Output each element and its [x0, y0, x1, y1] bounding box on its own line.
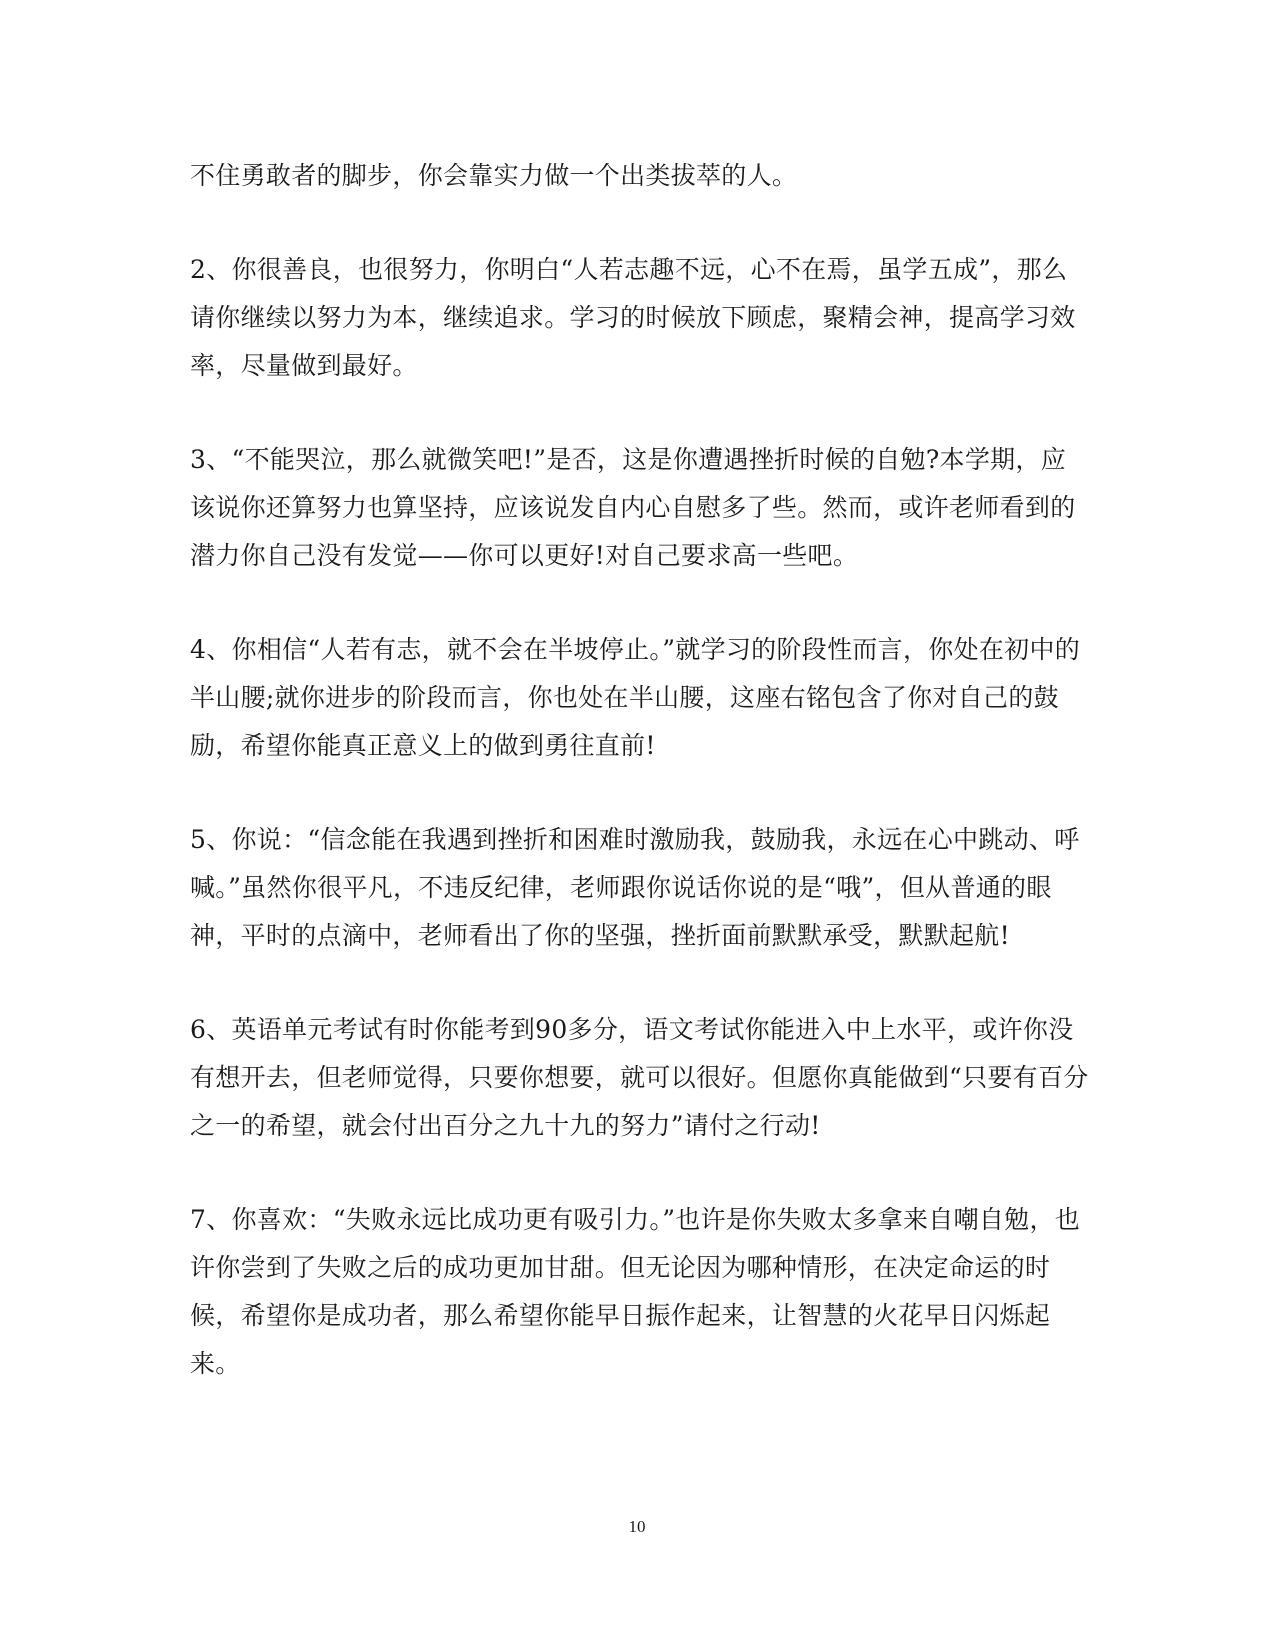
document-body — [190, 152, 1090, 1434]
paragraph-item-7: 7、你喜欢：“失败永远比成功更有吸引力。”也许是你失败太多拿来自嘲自勉，也许你尝到了失败之后的成功更加甘甜。但无论因为哪种情形，在决定命运的时候，希望你是成功者，那么希望你能早日振作起来，让智慧的火花早日闪烁起来。 — [190, 1205, 1081, 1378]
page-number: 10 — [628, 1517, 646, 1536]
paragraph-item-5: 5、你说：“信念能在我遇到挫折和困难时激励我，鼓励我，永远在心中跳动、呼喊。”虽然你很平凡，不违反纪律，老师跟你说话你说的是“哦”，但从普通的眼神，平时的点滴中，老师看出了你的坚强，挫折面前默默承受，默默起航! — [190, 825, 1080, 950]
paragraph-continuation: 不住勇敢者的脚步，你会靠实力做一个出类拔萃的人。 — [190, 161, 798, 190]
paragraph-item-3: 3、“不能哭泣，那么就微笑吧!”是否，这是你遭遇挫折时候的自勉?本学期，应该说你还算努力也算坚持，应该说发自内心自慰多了些。然而，或许老师看到的潜力你自己没有发觉——你可以更好!对自己要求高一些吧。 — [190, 445, 1076, 570]
paragraph-item-6: 6、英语单元考试有时你能考到90多分，语文考试你能进入中上水平，或许你没有想开去，但老师觉得，只要你想要，就可以很好。但愿你真能做到“只要有百分之一的希望，就会付出百分之九十九的努力”请付之行动! — [190, 1015, 1089, 1140]
paragraph-item-2: 2、你很善良，也很努力，你明白“人若志趣不远，心不在焉，虽学五成”，那么请你继续以努力为本，继续追求。学习的时候放下顾虑，聚精会神，提高学习效率，尽量做到最好。 — [190, 255, 1076, 380]
paragraph-item-4: 4、你相信“人若有志，就不会在半坡停止。”就学习的阶段性而言，你处在初中的半山腰;就你进步的阶段而言，你也处在半山腰，这座右铭包含了你对自己的鼓励，希望你能真正意义上的做到勇往直前! — [190, 635, 1081, 760]
